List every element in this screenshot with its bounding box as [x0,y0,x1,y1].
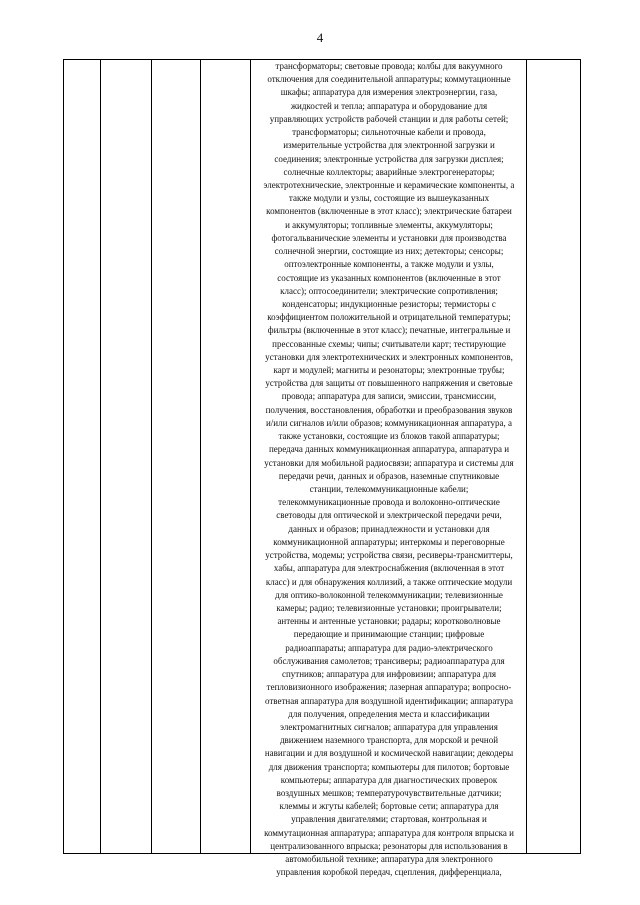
page-number: 4 [316,30,324,45]
text-line: коммуникационной аппаратуры; интеркомы и переговорные [273,536,505,547]
text-line: управляющих устройств рабочей станции и для работы сетей; [269,113,509,124]
text-line: и/или сигналов и/или образов; коммуникационная аппаратура, а [265,417,513,428]
text-line: компьютеры; аппаратура для диагностических проверок [280,774,498,785]
text-line: клеммы и жгуты кабелей; бортовые сети; аппаратура для [279,801,499,812]
text-line: тепловизионного изображения; лазерная аппаратура; вопросно- [266,682,512,693]
text-line: автомобильной технике; аппаратура для электронного [285,854,493,865]
text-line: электромагнитных сигналов; аппаратура для управления [280,721,498,732]
text-line: компонентов (включенные в этот класс); электрические батареи [266,206,512,217]
text-line: для движения транспорта; компьютеры для пилотов; бортовые [268,761,510,772]
text-line: фильтры (включенные в этот класс); печатные, интегральные и [267,325,511,336]
text-line: прессованные схемы; чипы; считыватели карт; тестирующие [272,338,506,349]
text-line: устройства, модемы; устройства связи, ресиверы-трансмиттеры, [265,550,513,561]
text-line: передачи речи, данных и образов, наземные спутниковые [278,470,500,481]
text-line: управления двигателями; стартовая, контрольная и [291,814,487,825]
text-line: трансформаторы; световые провода; колбы для вакуумного [275,61,503,71]
text-line: хабы, аппаратура для электроснабжения (включенная в этот [273,563,505,574]
text-line: шкафы; аппаратура для измерения электроэнергии, газа, [280,87,498,98]
column-divider [100,60,101,853]
text-line: антенны и антенные установки; радары; коротковолновые [277,616,501,627]
goods-services-cell [251,60,527,878]
text-line: для получения, определения места и классификации [288,708,490,719]
registration-table [63,59,581,878]
text-line: отключения для соединительной аппаратуры; коммутационные [267,74,511,85]
text-line: солнечные коллекторы; аварийные электрогенераторы; [283,166,495,177]
text-line: спутников; аппаратура для инфровизии; аппаратура для [281,669,497,680]
text-line: камеры; радио; телевизионные установки; проигрыватели; [276,602,502,613]
text-line: класс); оптосоединители; электрические сопротивления; [280,285,498,296]
text-line: солнечной энергии, состоящие из них; детекторы; сенсоры; [274,246,504,257]
column-divider [200,60,201,853]
text-line: получения, восстановления, обработки и преобразования звуков [265,404,513,415]
text-line: электротехнические, электронные и керамические компоненты, а [263,179,515,190]
text-line: установки для мобильной радиосвязи; аппаратура и системы для [264,457,514,468]
text-line: передача данных коммуникационная аппаратура, аппаратура и [268,444,510,455]
text-line: измерительные устройства для электронной загрузки и [283,140,495,151]
text-line: установки для электротехнических и электронных компонентов, [265,351,513,362]
text-line: и аккумуляторы; топливные элементы, аккумуляторы; [285,219,493,230]
text-line: для оптико-волоконной телекоммуникации; телевизионные [275,589,503,600]
text-line: оптоэлектронные компоненты, а также модули и узлы, [284,259,494,270]
text-line: устройства для защиты от повышенного напряжения и световые [265,378,513,389]
text-line: навигации и для воздушной и космической навигации; декодеры [264,748,514,759]
text-line: радиоаппараты; аппаратура для радио-электрического [285,642,493,653]
text-line: коэффициентом положительной и отрицательной температуры; [267,312,511,323]
text-line: передающие и принимающие станции; цифровые [293,629,485,640]
text-line: обслуживания самолетов; трансиверы; радиоаппаратура для [273,655,505,666]
text-line: карт и модулей; магниты и резонаторы; электронные трубы; [273,365,505,376]
text-line: фотогальванические элементы и установки для производства [271,232,507,243]
text-line: станции, телекоммуникационные кабели; [309,484,469,494]
text-line: ответная аппаратура для воздушной идентификации; аппаратура [264,695,513,706]
text-line: движением наземного транспорта, для морской и речной [279,735,499,746]
text-line: телекоммуникационные провода и волоконно-оптические [278,497,500,508]
text-line: централизованного впрыска; резонаторы для использования в [270,840,508,851]
column-divider [151,60,152,853]
text-line: состоящие из указанных компонентов (включенные в этот [277,272,501,283]
text-line: управления коробкой передач, сцепления, дифференциала, [276,867,502,878]
text-line: соединения; электронные устройства для загрузки дисплея; [274,153,504,164]
text-line: также установки, состоящие из блоков такой аппаратуры; [278,431,500,442]
text-line: жидкостей и тепла; аппаратура и оборудование для [290,100,488,111]
text-line: данных и образов; принадлежности и установки для [288,523,490,534]
text-line: коммутационная аппаратура; аппаратура для контроля впрыска и [264,827,514,838]
text-line: световоды для оптической и электрической передачи речи, [276,510,502,521]
text-line: провода; аппаратура для записи, эмиссии, трансмиссии, [281,391,497,402]
text-line: воздушных мешков; температурочувствительные датчики; [276,788,502,799]
text-line: конденсаторы; индукционные резисторы; термисторы с [282,298,496,309]
text-line: трансформаторы; сильноточные кабели и провода, [292,127,486,138]
text-line: класс) и для обнаружения коллизий, а также оптические модули [265,576,513,587]
text-line: также модули и узлы, состоящие из вышеуказанных [288,193,490,204]
